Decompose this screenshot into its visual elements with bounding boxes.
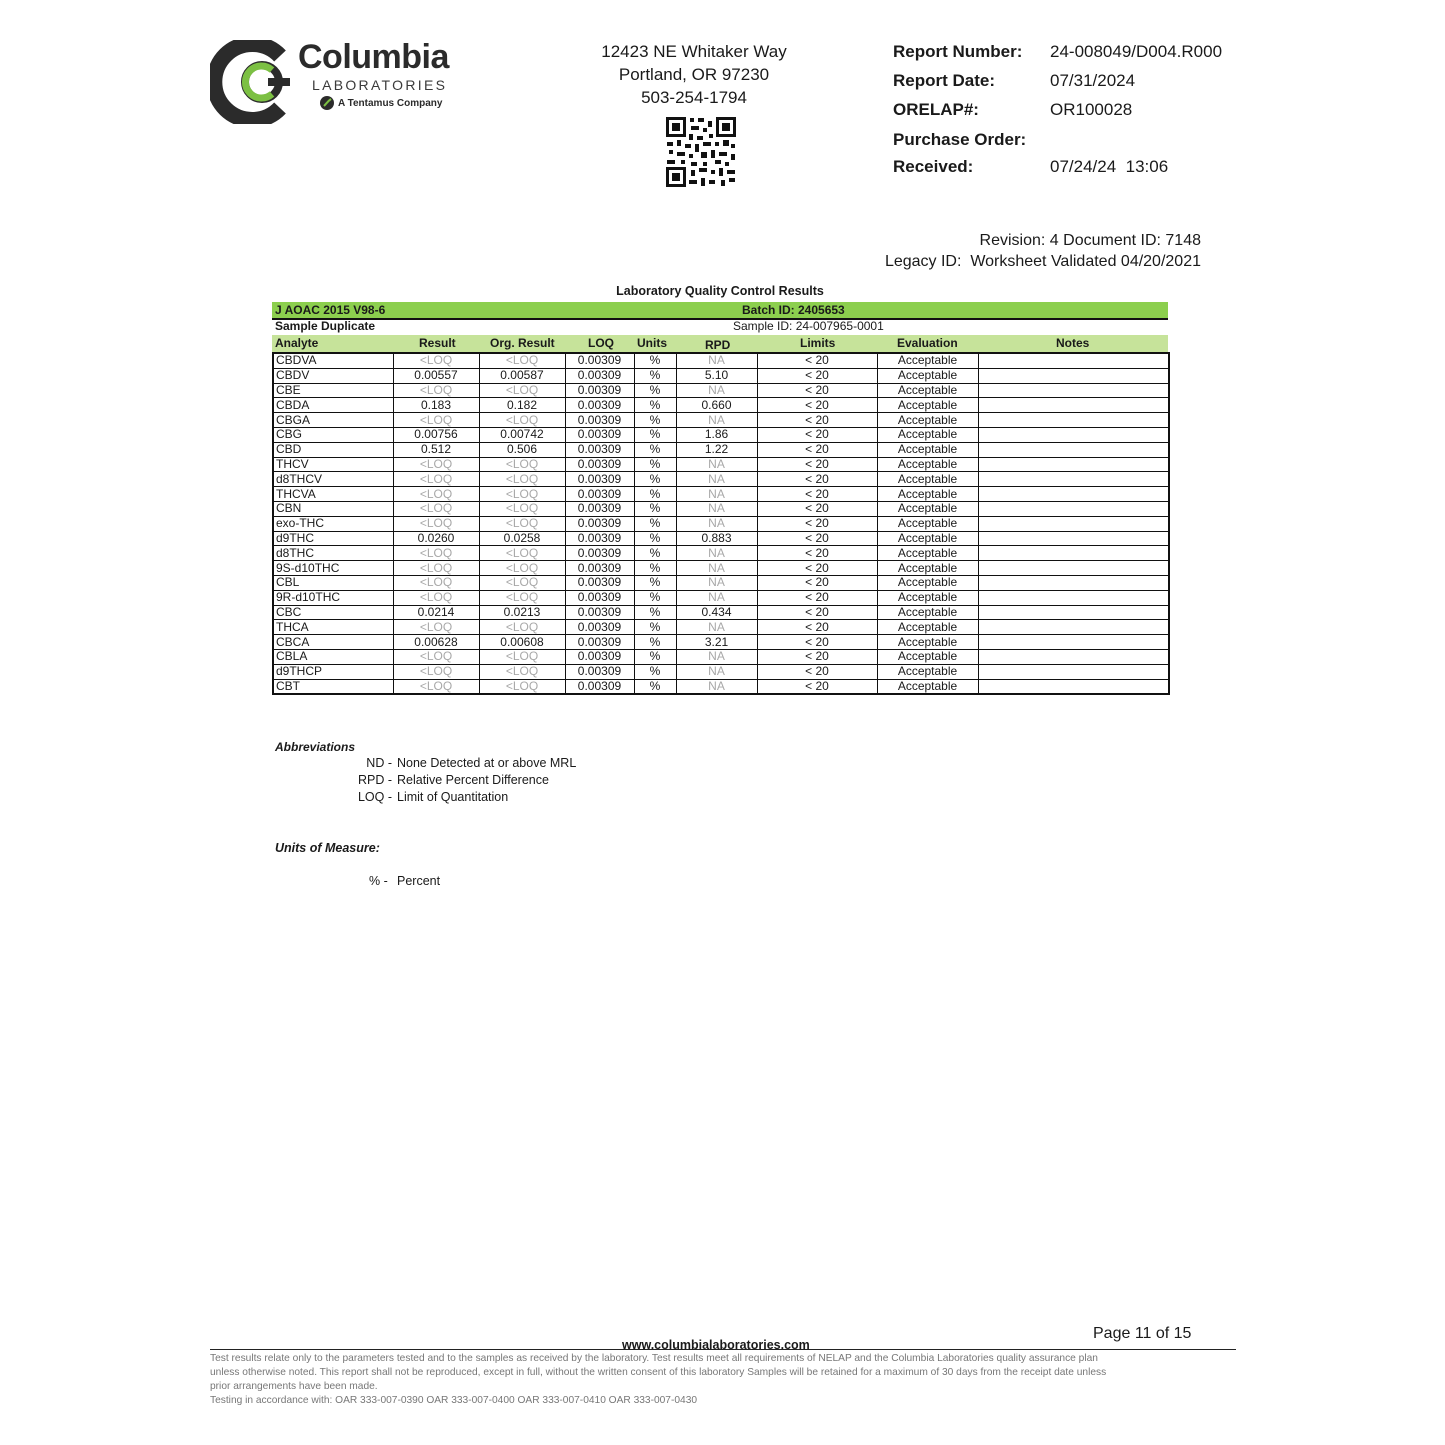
analyte-cell: CBC xyxy=(273,605,393,620)
units-cell: % xyxy=(634,664,676,679)
rpd-cell: 3.21 xyxy=(676,635,757,650)
sample-id: Sample ID: 24-007965-0001 xyxy=(733,319,884,333)
notes-cell xyxy=(978,353,1169,368)
notes-cell xyxy=(978,501,1169,516)
result-cell: <LOQ xyxy=(393,649,479,664)
loq-cell: 0.00309 xyxy=(565,664,634,679)
table-row xyxy=(273,605,1169,620)
notes-cell xyxy=(978,531,1169,546)
notes-cell xyxy=(978,664,1169,679)
units-cell: % xyxy=(634,575,676,590)
evaluation-cell: Acceptable xyxy=(877,383,978,398)
result-cell: 0.0214 xyxy=(393,605,479,620)
analyte-cell: THCVA xyxy=(273,487,393,502)
org-result-cell: <LOQ xyxy=(479,546,565,561)
col-notes: Notes xyxy=(1056,336,1090,350)
notes-cell xyxy=(978,590,1169,605)
report-date-label: Report Date: xyxy=(893,71,996,90)
loq-cell: 0.00309 xyxy=(565,516,634,531)
loq-cell: 0.00309 xyxy=(565,605,634,620)
notes-cell xyxy=(978,457,1169,472)
units-cell: % xyxy=(634,531,676,546)
analyte-cell: 9S-d10THC xyxy=(273,561,393,576)
org-result-cell: <LOQ xyxy=(479,501,565,516)
org-result-cell: <LOQ xyxy=(479,590,565,605)
units-cell: % xyxy=(634,383,676,398)
table-row xyxy=(273,679,1169,694)
table-row xyxy=(273,590,1169,605)
limits-cell: < 20 xyxy=(757,516,877,531)
units-cell: % xyxy=(634,353,676,368)
result-cell: <LOQ xyxy=(393,457,479,472)
limits-cell: < 20 xyxy=(757,353,877,368)
rpd-cell: NA xyxy=(676,679,757,694)
loq-cell: 0.00309 xyxy=(565,457,634,472)
units-key: % - xyxy=(369,874,388,888)
logo-tagline: A Tentamus Company xyxy=(338,98,443,109)
notes-cell xyxy=(978,427,1169,442)
footer-url[interactable]: www.columbialaboratories.com xyxy=(622,1338,810,1352)
limits-cell: < 20 xyxy=(757,679,877,694)
notes-cell xyxy=(978,620,1169,635)
table-row xyxy=(273,664,1169,679)
report-date: 07/31/2024 xyxy=(1050,71,1136,90)
result-cell: <LOQ xyxy=(393,472,479,487)
analyte-cell: d9THCP xyxy=(273,664,393,679)
abbr-key: RPD - xyxy=(357,773,392,787)
units-cell: % xyxy=(634,487,676,502)
units-cell: % xyxy=(634,546,676,561)
received-label: Received: xyxy=(893,157,974,176)
analyte-cell: d9THC xyxy=(273,531,393,546)
address-city: Portland, OR 97230 xyxy=(618,65,770,84)
org-result-cell: 0.0258 xyxy=(479,531,565,546)
notes-cell xyxy=(978,368,1169,383)
analyte-cell: CBCA xyxy=(273,635,393,650)
analyte-cell: CBGA xyxy=(273,413,393,428)
table-row xyxy=(273,649,1169,664)
evaluation-cell: Acceptable xyxy=(877,546,978,561)
evaluation-cell: Acceptable xyxy=(877,620,978,635)
rpd-cell: NA xyxy=(676,664,757,679)
evaluation-cell: Acceptable xyxy=(877,413,978,428)
evaluation-cell: Acceptable xyxy=(877,442,978,457)
rpd-cell: NA xyxy=(676,561,757,576)
notes-cell xyxy=(978,679,1169,694)
rpd-cell: NA xyxy=(676,575,757,590)
limits-cell: < 20 xyxy=(757,398,877,413)
analyte-cell: CBDA xyxy=(273,398,393,413)
result-cell: <LOQ xyxy=(393,353,479,368)
result-cell: 0.00756 xyxy=(393,427,479,442)
loq-cell: 0.00309 xyxy=(565,575,634,590)
units-cell: % xyxy=(634,605,676,620)
analyte-cell: CBL xyxy=(273,575,393,590)
notes-cell xyxy=(978,383,1169,398)
purchase-order-label: Purchase Order: xyxy=(893,130,1027,149)
limits-cell: < 20 xyxy=(757,575,877,590)
logo-name: Columbia xyxy=(298,38,449,76)
org-result-cell: <LOQ xyxy=(479,472,565,487)
result-cell: <LOQ xyxy=(393,487,479,502)
analyte-cell: CBN xyxy=(273,501,393,516)
loq-cell: 0.00309 xyxy=(565,442,634,457)
result-cell: 0.0260 xyxy=(393,531,479,546)
evaluation-cell: Acceptable xyxy=(877,427,978,442)
legacy-id-line: Legacy ID: Worksheet Validated 04/20/2021 xyxy=(884,253,1201,270)
revision-line: Revision: 4 Document ID: 7148 xyxy=(979,232,1201,249)
result-cell: 0.00628 xyxy=(393,635,479,650)
units-cell: % xyxy=(634,368,676,383)
analyte-cell: CBE xyxy=(273,383,393,398)
rpd-cell: NA xyxy=(676,353,757,368)
org-result-cell: <LOQ xyxy=(479,516,565,531)
notes-cell xyxy=(978,472,1169,487)
limits-cell: < 20 xyxy=(757,368,877,383)
result-cell: <LOQ xyxy=(393,575,479,590)
org-result-cell: 0.00742 xyxy=(479,427,565,442)
analyte-cell: d8THC xyxy=(273,546,393,561)
method-bar xyxy=(272,302,1168,320)
org-result-cell: 0.00587 xyxy=(479,368,565,383)
result-cell: 0.183 xyxy=(393,398,479,413)
disclaimer-line: Testing in accordance with: OAR 333-007-0390 OAR 333-007-0400 OAR 333-007-0410 OAR 333-007-0430 xyxy=(210,1395,698,1406)
table-row xyxy=(273,635,1169,650)
result-cell: <LOQ xyxy=(393,620,479,635)
units-cell: % xyxy=(634,561,676,576)
page-number: Page 11 of 15 xyxy=(1093,1325,1192,1342)
loq-cell: 0.00309 xyxy=(565,635,634,650)
loq-cell: 0.00309 xyxy=(565,368,634,383)
units-cell: % xyxy=(634,590,676,605)
sample-type: Sample Duplicate xyxy=(275,319,376,333)
report-number: 24-008049/D004.R000 xyxy=(1050,42,1223,61)
rpd-cell: 5.10 xyxy=(676,368,757,383)
units-cell: % xyxy=(634,413,676,428)
units-title: Units of Measure: xyxy=(275,841,380,855)
analyte-cell: CBDV xyxy=(273,368,393,383)
qr-code-icon xyxy=(665,116,737,188)
notes-cell xyxy=(978,649,1169,664)
org-result-cell: <LOQ xyxy=(479,383,565,398)
limits-cell: < 20 xyxy=(757,413,877,428)
disclaimer-line: unless otherwise noted. This report shall not be reproduced, except in full, without the written consent of this laboratory Samples will be retained for a maximum of 30 days from the receipt date unless xyxy=(210,1367,1107,1378)
rpd-cell: NA xyxy=(676,516,757,531)
limits-cell: < 20 xyxy=(757,649,877,664)
evaluation-cell: Acceptable xyxy=(877,353,978,368)
evaluation-cell: Acceptable xyxy=(877,664,978,679)
result-cell: <LOQ xyxy=(393,516,479,531)
limits-cell: < 20 xyxy=(757,501,877,516)
report-number-label: Report Number: xyxy=(893,42,1023,61)
table-row xyxy=(273,472,1169,487)
notes-cell xyxy=(978,546,1169,561)
rpd-cell: NA xyxy=(676,472,757,487)
batch-id: Batch ID: 2405653 xyxy=(742,303,845,317)
analyte-cell: 9R-d10THC xyxy=(273,590,393,605)
org-result-cell: <LOQ xyxy=(479,457,565,472)
tentamus-icon xyxy=(319,95,335,111)
limits-cell: < 20 xyxy=(757,487,877,502)
disclaimer-line: Test results relate only to the parameters tested and to the samples as received by the laboratory. Test results meet all requirements of NELAP and the Columbia Laboratories quality assurance plan xyxy=(210,1353,1098,1364)
col-evaluation: Evaluation xyxy=(897,336,958,350)
table-row xyxy=(273,442,1169,457)
loq-cell: 0.00309 xyxy=(565,427,634,442)
org-result-cell: <LOQ xyxy=(479,649,565,664)
evaluation-cell: Acceptable xyxy=(877,487,978,502)
result-cell: <LOQ xyxy=(393,679,479,694)
org-result-cell: <LOQ xyxy=(479,413,565,428)
evaluation-cell: Acceptable xyxy=(877,575,978,590)
units-cell: % xyxy=(634,516,676,531)
org-result-cell: 0.506 xyxy=(479,442,565,457)
abbr-text: Relative Percent Difference xyxy=(397,773,549,787)
table-row xyxy=(273,427,1169,442)
evaluation-cell: Acceptable xyxy=(877,590,978,605)
org-result-cell: <LOQ xyxy=(479,487,565,502)
table-row xyxy=(273,383,1169,398)
org-result-cell: <LOQ xyxy=(479,561,565,576)
loq-cell: 0.00309 xyxy=(565,590,634,605)
address-phone: 503-254-1794 xyxy=(641,88,747,107)
evaluation-cell: Acceptable xyxy=(877,679,978,694)
col-loq: LOQ xyxy=(588,336,614,350)
analyte-cell: CBT xyxy=(273,679,393,694)
table-row xyxy=(273,516,1169,531)
units-cell: % xyxy=(634,649,676,664)
limits-cell: < 20 xyxy=(757,620,877,635)
limits-cell: < 20 xyxy=(757,605,877,620)
notes-cell xyxy=(978,487,1169,502)
limits-cell: < 20 xyxy=(757,635,877,650)
table-row xyxy=(273,353,1169,368)
loq-cell: 0.00309 xyxy=(565,383,634,398)
table-row xyxy=(273,575,1169,590)
method-name: J AOAC 2015 V98-6 xyxy=(275,303,386,317)
evaluation-cell: Acceptable xyxy=(877,605,978,620)
table-row xyxy=(273,413,1169,428)
table-row xyxy=(273,531,1169,546)
org-result-cell: 0.00608 xyxy=(479,635,565,650)
notes-cell xyxy=(978,575,1169,590)
evaluation-cell: Acceptable xyxy=(877,649,978,664)
evaluation-cell: Acceptable xyxy=(877,398,978,413)
logo-subtitle: LABORATORIES xyxy=(312,77,448,93)
orelap-label: ORELAP#: xyxy=(893,100,979,119)
sample-subheader xyxy=(272,319,1168,334)
columbia-logo-icon xyxy=(210,40,298,124)
table-row xyxy=(273,457,1169,472)
abbr-text: None Detected at or above MRL xyxy=(397,756,577,770)
address-street: 12423 NE Whitaker Way xyxy=(601,42,787,61)
analyte-cell: THCV xyxy=(273,457,393,472)
result-cell: <LOQ xyxy=(393,383,479,398)
limits-cell: < 20 xyxy=(757,383,877,398)
rpd-cell: 0.660 xyxy=(676,398,757,413)
loq-cell: 0.00309 xyxy=(565,413,634,428)
analyte-cell: exo-THC xyxy=(273,516,393,531)
table-row xyxy=(273,487,1169,502)
table-header xyxy=(272,335,1168,352)
result-cell: <LOQ xyxy=(393,413,479,428)
org-result-cell: 0.182 xyxy=(479,398,565,413)
col-rpd: RPD xyxy=(705,338,731,352)
notes-cell xyxy=(978,413,1169,428)
abbr-key: LOQ - xyxy=(357,790,392,804)
units-cell: % xyxy=(634,620,676,635)
units-cell: % xyxy=(634,427,676,442)
rpd-cell: 0.434 xyxy=(676,605,757,620)
col-limits: Limits xyxy=(800,336,836,350)
limits-cell: < 20 xyxy=(757,546,877,561)
table-row xyxy=(273,561,1169,576)
limits-cell: < 20 xyxy=(757,561,877,576)
notes-cell xyxy=(978,398,1169,413)
col-org-result: Org. Result xyxy=(490,336,555,350)
qc-title: Laboratory Quality Control Results xyxy=(616,284,824,298)
qc-results-table xyxy=(272,352,1170,695)
analyte-cell: CBDVA xyxy=(273,353,393,368)
rpd-cell: NA xyxy=(676,383,757,398)
received-date: 07/24/24 13:06 xyxy=(1050,157,1169,176)
limits-cell: < 20 xyxy=(757,590,877,605)
loq-cell: 0.00309 xyxy=(565,353,634,368)
loq-cell: 0.00309 xyxy=(565,561,634,576)
notes-cell xyxy=(978,605,1169,620)
rpd-cell: NA xyxy=(676,590,757,605)
orelap-number: OR100028 xyxy=(1050,100,1133,119)
analyte-cell: d8THCV xyxy=(273,472,393,487)
limits-cell: < 20 xyxy=(757,472,877,487)
evaluation-cell: Acceptable xyxy=(877,368,978,383)
table-row xyxy=(273,368,1169,383)
notes-cell xyxy=(978,635,1169,650)
units-cell: % xyxy=(634,442,676,457)
analyte-cell: THCA xyxy=(273,620,393,635)
notes-cell xyxy=(978,442,1169,457)
loq-cell: 0.00309 xyxy=(565,620,634,635)
units-cell: % xyxy=(634,501,676,516)
notes-cell xyxy=(978,516,1169,531)
loq-cell: 0.00309 xyxy=(565,546,634,561)
rpd-cell: NA xyxy=(676,501,757,516)
analyte-cell: CBD xyxy=(273,442,393,457)
result-cell: 0.00557 xyxy=(393,368,479,383)
rpd-cell: NA xyxy=(676,487,757,502)
rpd-cell: NA xyxy=(676,546,757,561)
loq-cell: 0.00309 xyxy=(565,487,634,502)
abbr-key: ND - xyxy=(366,756,392,770)
loq-cell: 0.00309 xyxy=(565,501,634,516)
org-result-cell: <LOQ xyxy=(479,679,565,694)
result-cell: <LOQ xyxy=(393,664,479,679)
loq-cell: 0.00309 xyxy=(565,649,634,664)
footer-divider xyxy=(210,1349,1236,1350)
evaluation-cell: Acceptable xyxy=(877,635,978,650)
col-result: Result xyxy=(419,336,456,350)
org-result-cell: <LOQ xyxy=(479,353,565,368)
footer-disclaimer xyxy=(210,1352,1230,1408)
rpd-cell: NA xyxy=(676,649,757,664)
rpd-cell: 1.86 xyxy=(676,427,757,442)
col-analyte: Analyte xyxy=(275,336,319,350)
table-row xyxy=(273,546,1169,561)
disclaimer-line: prior arrangements have been made. xyxy=(210,1381,378,1392)
org-result-cell: <LOQ xyxy=(479,575,565,590)
org-result-cell: <LOQ xyxy=(479,620,565,635)
evaluation-cell: Acceptable xyxy=(877,516,978,531)
analyte-cell: CBLA xyxy=(273,649,393,664)
table-row xyxy=(273,620,1169,635)
units-cell: % xyxy=(634,457,676,472)
limits-cell: < 20 xyxy=(757,664,877,679)
rpd-cell: NA xyxy=(676,457,757,472)
limits-cell: < 20 xyxy=(757,531,877,546)
loq-cell: 0.00309 xyxy=(565,679,634,694)
table-row xyxy=(273,398,1169,413)
loq-cell: 0.00309 xyxy=(565,531,634,546)
result-cell: <LOQ xyxy=(393,501,479,516)
abbr-text: Limit of Quantitation xyxy=(397,790,509,804)
limits-cell: < 20 xyxy=(757,427,877,442)
analyte-cell: CBG xyxy=(273,427,393,442)
units-cell: % xyxy=(634,472,676,487)
rpd-cell: NA xyxy=(676,620,757,635)
units-text: Percent xyxy=(397,874,441,888)
loq-cell: 0.00309 xyxy=(565,398,634,413)
result-cell: <LOQ xyxy=(393,546,479,561)
units-cell: % xyxy=(634,635,676,650)
result-cell: <LOQ xyxy=(393,590,479,605)
notes-cell xyxy=(978,561,1169,576)
loq-cell: 0.00309 xyxy=(565,472,634,487)
result-cell: <LOQ xyxy=(393,561,479,576)
abbreviations-title: Abbreviations xyxy=(275,740,356,754)
evaluation-cell: Acceptable xyxy=(877,531,978,546)
result-cell: 0.512 xyxy=(393,442,479,457)
evaluation-cell: Acceptable xyxy=(877,472,978,487)
units-cell: % xyxy=(634,679,676,694)
col-units: Units xyxy=(637,336,667,350)
rpd-cell: NA xyxy=(676,413,757,428)
org-result-cell: 0.0213 xyxy=(479,605,565,620)
units-cell: % xyxy=(634,398,676,413)
limits-cell: < 20 xyxy=(757,442,877,457)
limits-cell: < 20 xyxy=(757,457,877,472)
rpd-cell: 0.883 xyxy=(676,531,757,546)
org-result-cell: <LOQ xyxy=(479,664,565,679)
evaluation-cell: Acceptable xyxy=(877,501,978,516)
rpd-cell: 1.22 xyxy=(676,442,757,457)
table-row xyxy=(273,501,1169,516)
evaluation-cell: Acceptable xyxy=(877,457,978,472)
evaluation-cell: Acceptable xyxy=(877,561,978,576)
